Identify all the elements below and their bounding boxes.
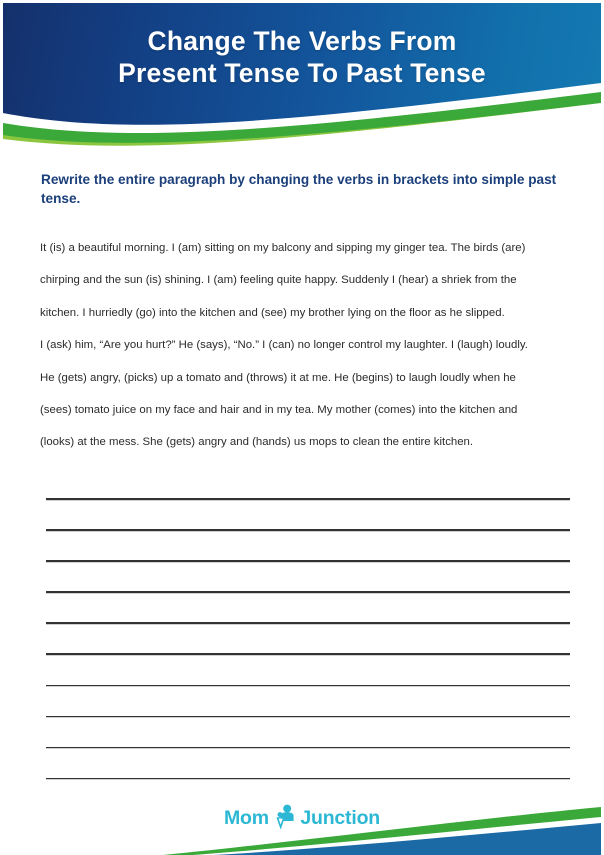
- paragraph-line: kitchen. I hurriedly (go) into the kitchen and (see) my brother lying on the floor as he slipped.: [40, 306, 505, 319]
- paragraph-line: It (is) a beautiful morning. I (am) sitting on my balcony and sipping my ginger tea. The birds (are): [40, 242, 526, 254]
- answer-line[interactable]: [46, 778, 570, 780]
- paragraph-line: (looks) at the mess. She (gets) angry and (hands) us mops to clean the entire kitchen.: [40, 436, 474, 449]
- paragraph-line: I (ask) him, “Are you hurt?” He (says), “No.” I (can) no longer control my laughter. I (laugh) loudly.: [40, 339, 528, 352]
- answer-line[interactable]: [46, 498, 570, 500]
- paragraph-line: chirping and the sun (is) shining. I (am) feeling quite happy. Suddenly I (hear) a shriek from the: [40, 274, 517, 287]
- header-banner: [3, 3, 601, 153]
- page-title: [3, 25, 601, 89]
- momjunction-logo[interactable]: [0, 797, 604, 839]
- answer-line[interactable]: [46, 591, 570, 593]
- paragraph-line: (sees) tomato juice on my face and hair and in my tea. My mother (comes) into the kitchen and: [40, 404, 518, 417]
- answer-line[interactable]: [46, 747, 570, 749]
- page-title-line-1: Change The Verbs From: [147, 26, 457, 56]
- answer-line[interactable]: [46, 653, 570, 655]
- logo-text-junction: Junction: [300, 807, 380, 829]
- answer-writing-lines[interactable]: [46, 498, 570, 809]
- answer-line[interactable]: [46, 622, 570, 624]
- page-title-line-2: Present Tense To Past Tense: [118, 58, 486, 88]
- answer-line[interactable]: [46, 685, 570, 687]
- answer-line[interactable]: [46, 716, 570, 718]
- mother-and-child-icon: [275, 803, 294, 829]
- instruction-text: Rewrite the entire paragraph by changing the verbs in brackets into simple past tense.: [41, 172, 557, 206]
- exercise-paragraph: [40, 232, 572, 459]
- paragraph-line: He (gets) angry, (picks) up a tomato and (throws) it at me. He (begins) to laugh loudly when he: [40, 371, 516, 384]
- answer-line[interactable]: [46, 529, 570, 531]
- answer-line[interactable]: [46, 560, 570, 562]
- logo-text-mom: Mom: [224, 807, 269, 829]
- header-wave-decoration: [3, 83, 601, 153]
